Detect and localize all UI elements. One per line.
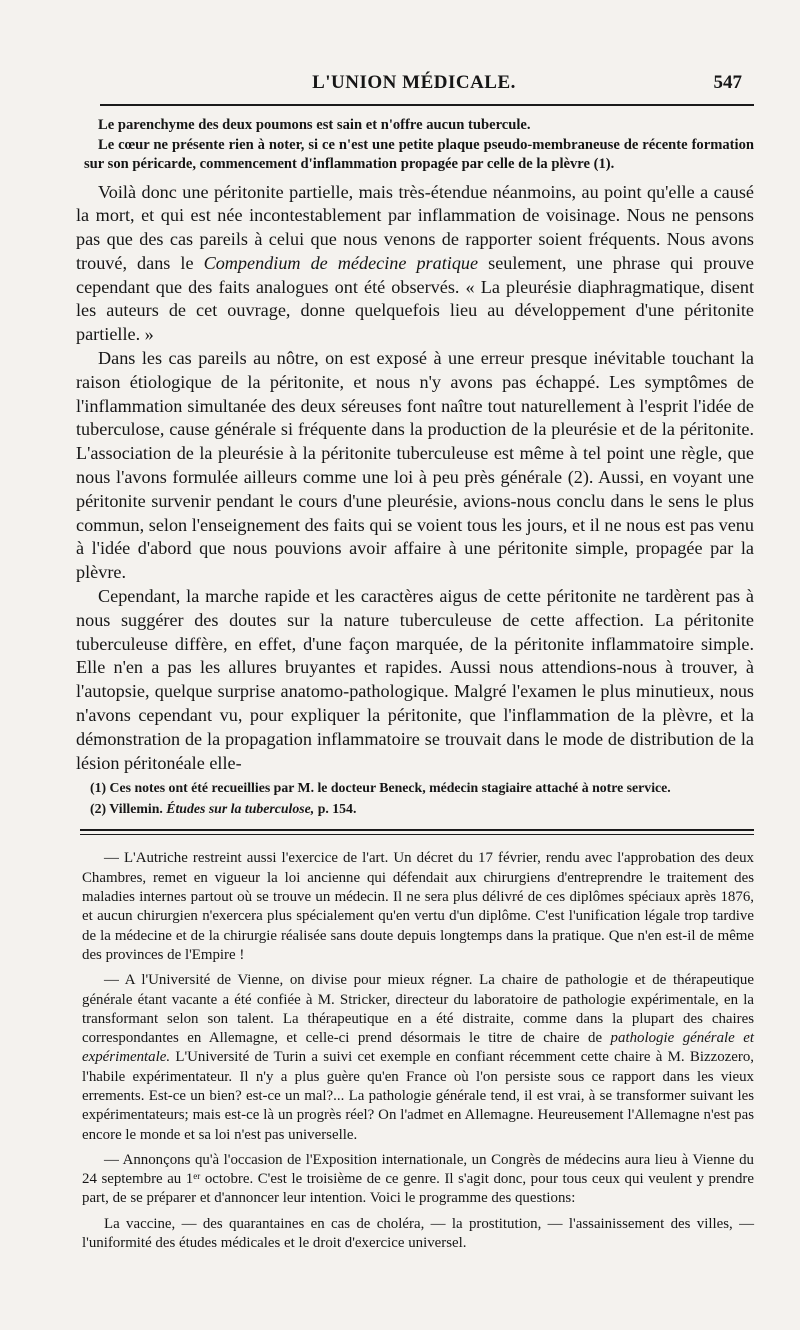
main-paragraph-1-text: Voilà donc une péritonite partielle, mais très-étendue néanmoins, au point qu'elle a causé la mort, et qui est née incontestablement par inflammation de voisinage. Nous ne pensons pas que des cas pareils à celui que nous venons de rapporter soient fréquents. Nous avons trouvé, dans le [76, 181, 754, 273]
header-rule [100, 104, 754, 106]
running-title: L'UNION MÉDICALE. [312, 72, 516, 93]
news-vienna-university [82, 971, 754, 1145]
report-paragraph-heart: Le cœur ne présente rien à noter, si ce n'est une petite plaque pseudo-membraneuse de récente formation sur son péricarde, commencement d'inflammation propagée par celle de la plèvre (1). [84, 136, 754, 172]
news-congress-text: — Annonçons qu'à l'occasion de l'Exposition internationale, un Congrès de médecins aura lieu à Vienne du 24 septembre au 1 [82, 1151, 754, 1188]
footnote-2-title: Études sur la tuberculose, [166, 801, 315, 817]
news-austria: — L'Autriche restreint aussi l'exercice de l'art. Un décret du 17 février, rendu avec l'approbation des deux Chambres, remet en vigueur la loi ancienne qui défendait aux chirurgiens d'entreprendre le traitement des maladies internes partout où se trouve un médecin. Il ne sera plus délivré de ces diplômes spéciaux après 1876, et aucun chirurgien n'exercera plus spécialement qu'en vertu d'un diplôme. C'est l'unification légale trop tardive de la médecine et de la chirurgie réalisée sans doute depuis longtemps dans la pratique. Que n'en est-il de même des provinces de l'Empire ! [82, 850, 754, 963]
news-congress [82, 1151, 754, 1209]
page-number: 547 [713, 72, 742, 93]
divider-line-thick [80, 829, 754, 831]
chair-title: pathologie générale et expérimentale. [82, 1030, 754, 1066]
page-header [74, 66, 754, 102]
journal-page [74, 66, 754, 1253]
section-divider [80, 829, 754, 835]
news-congress-rest: octobre. C'est le troisième de ce genre. Il s'agit donc, pour tous ceux qui veulent y prendre part, de se préparer et d'annoncer leur intention. Voici le programme des questions: [82, 1171, 754, 1207]
footnote-2-suffix: p. 154. [317, 801, 357, 817]
autopsy-report [74, 116, 754, 175]
ordinal-suffix: er [193, 1171, 201, 1182]
news-vienna-text: — A l'Université de Vienne, on divise pour mieux régner. La chaire de pathologie et de thérapeutique générale étant vacante a été confiée à M. Stricker, directeur du laboratoire de pathologie expérimentale, en la transformant selon son talent. La thérapeutique en a été distraite, comme dans la plupart des chaires correspondantes en Allemagne, et celle-ci prend désormais le titre de chaire de [82, 972, 754, 1047]
main-text [74, 181, 754, 776]
divider-line-thin [80, 834, 754, 835]
news-program: La vaccine, — des quarantaines en cas de choléra, — la prostitution, — l'assainissement des villes, — l'uniformité des études médicales et le droit d'exercice universel. [82, 1215, 754, 1252]
footnote-2 [84, 798, 754, 819]
footnotes [74, 777, 754, 819]
main-paragraph-1 [76, 181, 754, 348]
news-section [74, 849, 754, 1253]
main-paragraph-2: Dans les cas pareils au nôtre, on est exposé à une erreur presque inévitable touchant la raison étiologique de la péritonite, et nous n'y avons pas échappé. Les symptômes de l'inflammation simultanée des deux séreuses font naître tout naturellement à l'esprit l'idée de tuberculose, cause générale si fréquente dans la production de la pleurésie et de la péritonite. L'association de la pleurésie à la péritonite tuberculeuse est même à tel point une règle, que nous l'avons formulée ailleurs comme une loi à peu près générale (2). Aussi, en voyant une péritonite survenir pendant le cours d'une pleurésie, avions-nous conclu dans le sens le plus commun, selon l'enseignement des faits qui se voient tous les jours, et il ne nous est pas venu à l'idée d'abord que nous pouvions avoir affaire à une péritonite simple, propagée par la plèvre. [76, 348, 754, 583]
footnote-1: (1) Ces notes ont été recueillies par M. le docteur Beneck, médecin stagiaire attaché à notre service. [90, 780, 671, 796]
main-paragraph-1-rest: seulement, une phrase qui prouve cependant que des faits analogues ont été observés. « La pleurésie diaphragmatique, disent les auteurs de cet ouvrage, donne quelquefois lieu au développement d'une péritonite partielle. » [76, 252, 754, 345]
report-paragraph-lungs: Le parenchyme des deux poumons est sain et n'offre aucun tubercule. [98, 117, 531, 133]
main-paragraph-3: Cependant, la marche rapide et les caractères aigus de cette péritonite ne tardèrent pas à nous suggérer des doutes sur la nature tuberculeuse de cette affection. La péritonite tuberculeuse diffère, en effet, d'une façon marquée, de la péritonite inflammatoire simple. Elle n'en a pas les allures bruyantes et rapides. Aussi nous attendions-nous à trouver, à l'autopsie, quelque surprise anatomo-pathologique. Malgré l'examen le plus minutieux, nous n'avons cependant vu, pour expliquer la péritonite, que l'inflammation de la plèvre, et la démonstration de la propagation inflammatoire se trouvait dans le mode de distribution de la lésion péritonéale elle- [76, 586, 754, 773]
compendium-title: Compendium de médecine pratique [203, 252, 479, 273]
news-vienna-rest: L'Université de Turin a suivi cet exemple en confiant récemment cette chaire à M. Bizzozero, l'habile expérimentateur. Il n'y a plus guère qu'en France où l'on persiste sous ce rapport dans les vieux errements. Est-ce un bien? est-ce un mal?... La pathologie générale tend, il est vrai, à se transformer suivant les expérimentateurs; mais est-ce là un progrès réel? On l'admet en Allemagne. Heureusement l'Allemagne n'est pas encore le monde et sa loi n'est pas universelle. [82, 1049, 754, 1143]
footnote-2-prefix: (2) Villemin. [90, 801, 163, 817]
